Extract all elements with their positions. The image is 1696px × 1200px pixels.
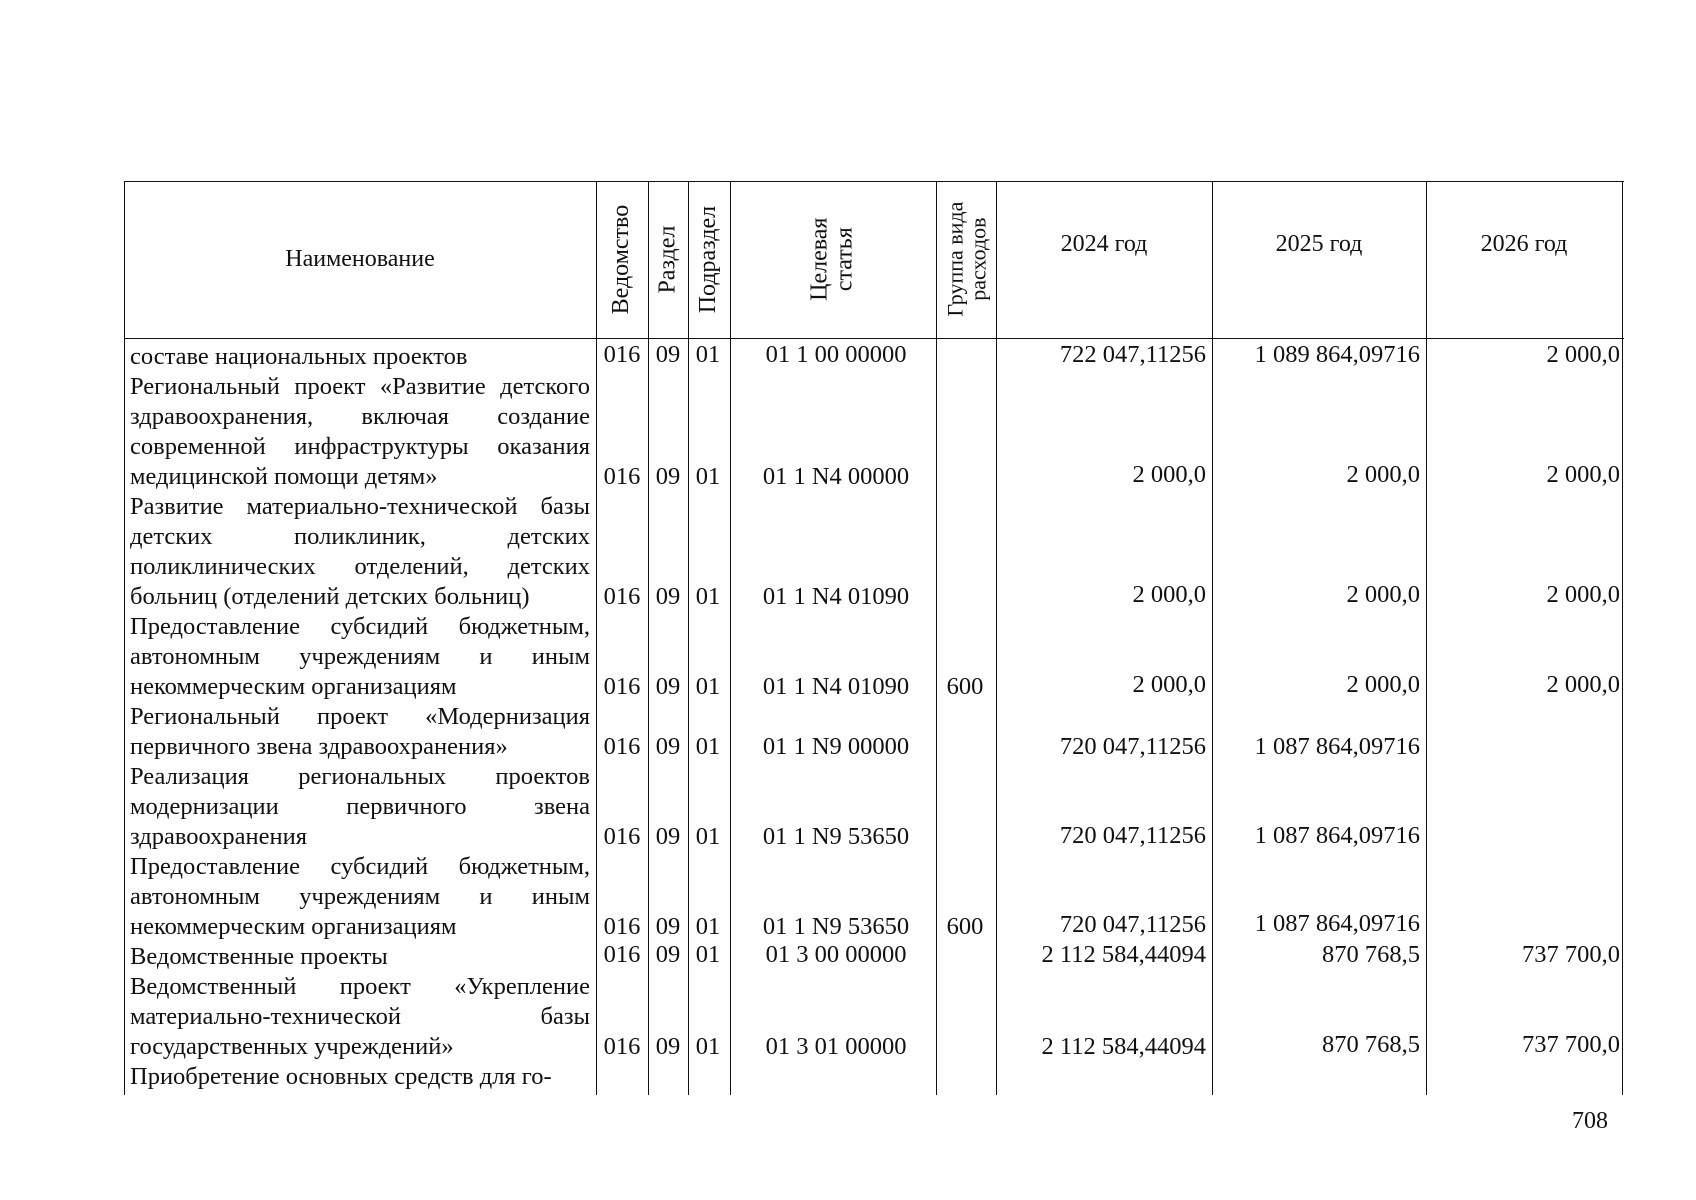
row-2025: 1 087 864,09716 bbox=[1254, 733, 1420, 760]
row-2025: 1 087 864,09716 bbox=[1254, 910, 1420, 937]
row-name: Ведомственный проект «Укрепление материально-технической базы государственных учреждений» bbox=[130, 973, 590, 1060]
row-razdel: 09 bbox=[655, 941, 681, 968]
budget-table bbox=[124, 181, 1624, 1095]
row-gruppa: 600 bbox=[946, 673, 984, 700]
row-celevaya: 01 1 N9 00000 bbox=[762, 733, 910, 760]
row-2025: 2 000,0 bbox=[1346, 671, 1420, 698]
row-2026: 737 700,0 bbox=[1522, 941, 1620, 968]
row-2024: 722 047,11256 bbox=[1059, 341, 1206, 368]
row-podrazdel: 01 bbox=[695, 823, 721, 850]
row-celevaya: 01 3 01 00000 bbox=[765, 1033, 907, 1060]
row-celevaya: 01 3 00 00000 bbox=[765, 941, 907, 968]
header-podrazdel bbox=[688, 181, 730, 338]
header-2026: 2026 год bbox=[1480, 231, 1568, 257]
header-celevaya bbox=[730, 181, 936, 338]
row-name: Ведомственные проекты bbox=[130, 943, 388, 970]
row-razdel: 09 bbox=[655, 1033, 681, 1060]
row-2024: 2 000,0 bbox=[1132, 581, 1206, 608]
row-2024: 2 000,0 bbox=[1132, 461, 1206, 488]
header-gruppa-line2: расходов bbox=[965, 217, 991, 302]
row-podrazdel: 01 bbox=[695, 341, 721, 368]
row-name: Предоставление субсидий бюджетным, автономным учреждениям и иным некоммерческим организациям bbox=[130, 613, 590, 700]
row-celevaya: 01 1 N4 00000 bbox=[762, 463, 910, 490]
row-name: Приобретение основных средств для го- bbox=[130, 1063, 552, 1090]
row-vedomstvo: 016 bbox=[603, 941, 641, 968]
header-name bbox=[124, 181, 596, 338]
row-vedomstvo: 016 bbox=[603, 823, 641, 850]
header-podrazdel-label: Подраздел bbox=[695, 205, 722, 314]
row-razdel: 09 bbox=[655, 463, 681, 490]
row-name: Развитие материально-технической базы детских поликлиник, детских поликлинических отделений, детских больниц (отделений детских больниц) bbox=[130, 493, 590, 610]
header-gruppa-line1: Группа вида bbox=[941, 202, 967, 317]
row-razdel: 09 bbox=[655, 913, 681, 940]
row-2026: 737 700,0 bbox=[1522, 1031, 1620, 1058]
row-celevaya: 01 1 N9 53650 bbox=[762, 823, 910, 850]
row-2024: 720 047,11256 bbox=[1059, 822, 1206, 849]
header-vedomstvo-label: Ведомство bbox=[608, 204, 635, 315]
row-2026: 2 000,0 bbox=[1546, 581, 1620, 608]
row-celevaya: 01 1 N4 01090 bbox=[762, 583, 910, 610]
header-razdel bbox=[648, 181, 688, 338]
header-razdel-label: Раздел bbox=[654, 225, 681, 294]
row-2024: 720 047,11256 bbox=[1059, 911, 1206, 938]
header-celevaya-line1: Целевая bbox=[806, 217, 833, 302]
header-celevaya-line2: статья bbox=[831, 227, 858, 292]
header-gruppa bbox=[936, 181, 996, 338]
row-2024: 2 000,0 bbox=[1132, 671, 1206, 698]
header-2024: 2024 год bbox=[1060, 231, 1148, 257]
row-razdel: 09 bbox=[655, 823, 681, 850]
row-name: Региональный проект «Развитие детского здравоохранения, включая создание современной инфраструктуры оказания медицинской помощи детям» bbox=[130, 373, 590, 490]
row-2026: 2 000,0 bbox=[1546, 341, 1620, 368]
header-vedomstvo bbox=[596, 181, 648, 338]
row-podrazdel: 01 bbox=[695, 1033, 721, 1060]
row-celevaya: 01 1 N9 53650 bbox=[762, 913, 910, 940]
header-bottom-rule bbox=[124, 338, 1624, 339]
row-podrazdel: 01 bbox=[695, 463, 721, 490]
row-podrazdel: 01 bbox=[695, 733, 721, 760]
row-name: Предоставление субсидий бюджетным, автономным учреждениям и иным некоммерческим организациям bbox=[130, 853, 590, 940]
column-divider-gruppa bbox=[996, 181, 997, 1095]
row-celevaya: 01 1 N4 01090 bbox=[762, 673, 910, 700]
row-podrazdel: 01 bbox=[695, 583, 721, 610]
row-2026: 2 000,0 bbox=[1546, 461, 1620, 488]
row-celevaya: 01 1 00 00000 bbox=[765, 341, 907, 368]
row-2025: 870 768,5 bbox=[1322, 1031, 1420, 1058]
row-vedomstvo: 016 bbox=[603, 733, 641, 760]
row-2024: 720 047,11256 bbox=[1059, 733, 1206, 760]
column-divider-2025 bbox=[1426, 181, 1427, 1095]
row-vedomstvo: 016 bbox=[603, 341, 641, 368]
row-vedomstvo: 016 bbox=[603, 583, 641, 610]
row-name: Реализация региональных проектов модернизации первичного звена здравоохранения bbox=[130, 763, 590, 850]
row-2025: 2 000,0 bbox=[1346, 581, 1420, 608]
page-number: 708 bbox=[1572, 1108, 1608, 1134]
row-razdel: 09 bbox=[655, 733, 681, 760]
row-name: составе национальных проектов bbox=[130, 343, 468, 370]
row-vedomstvo: 016 bbox=[603, 913, 641, 940]
row-razdel: 09 bbox=[655, 341, 681, 368]
row-2024: 2 112 584,44094 bbox=[1041, 941, 1206, 968]
row-2025: 870 768,5 bbox=[1322, 941, 1420, 968]
row-vedomstvo: 016 bbox=[603, 673, 641, 700]
row-name: Региональный проект «Модернизация первичного звена здравоохранения» bbox=[130, 703, 590, 760]
row-2025: 1 089 864,09716 bbox=[1254, 341, 1420, 368]
row-podrazdel: 01 bbox=[695, 673, 721, 700]
row-2026: 2 000,0 bbox=[1546, 671, 1620, 698]
column-divider-2024 bbox=[1212, 181, 1213, 1095]
row-vedomstvo: 016 bbox=[603, 1033, 641, 1060]
row-podrazdel: 01 bbox=[695, 941, 721, 968]
row-podrazdel: 01 bbox=[695, 913, 721, 940]
row-gruppa: 600 bbox=[946, 913, 984, 940]
row-vedomstvo: 016 bbox=[603, 463, 641, 490]
header-gruppa-label bbox=[943, 202, 989, 317]
table-border-left-body bbox=[124, 338, 125, 1095]
row-2025: 2 000,0 bbox=[1346, 461, 1420, 488]
header-name-label: Наименование bbox=[285, 246, 435, 272]
row-2024: 2 112 584,44094 bbox=[1041, 1033, 1206, 1060]
table-border-right bbox=[1622, 181, 1623, 1095]
row-razdel: 09 bbox=[655, 583, 681, 610]
row-2025: 1 087 864,09716 bbox=[1254, 822, 1420, 849]
row-razdel: 09 bbox=[655, 673, 681, 700]
header-celevaya-label bbox=[808, 218, 858, 301]
header-2025: 2025 год bbox=[1275, 231, 1363, 257]
